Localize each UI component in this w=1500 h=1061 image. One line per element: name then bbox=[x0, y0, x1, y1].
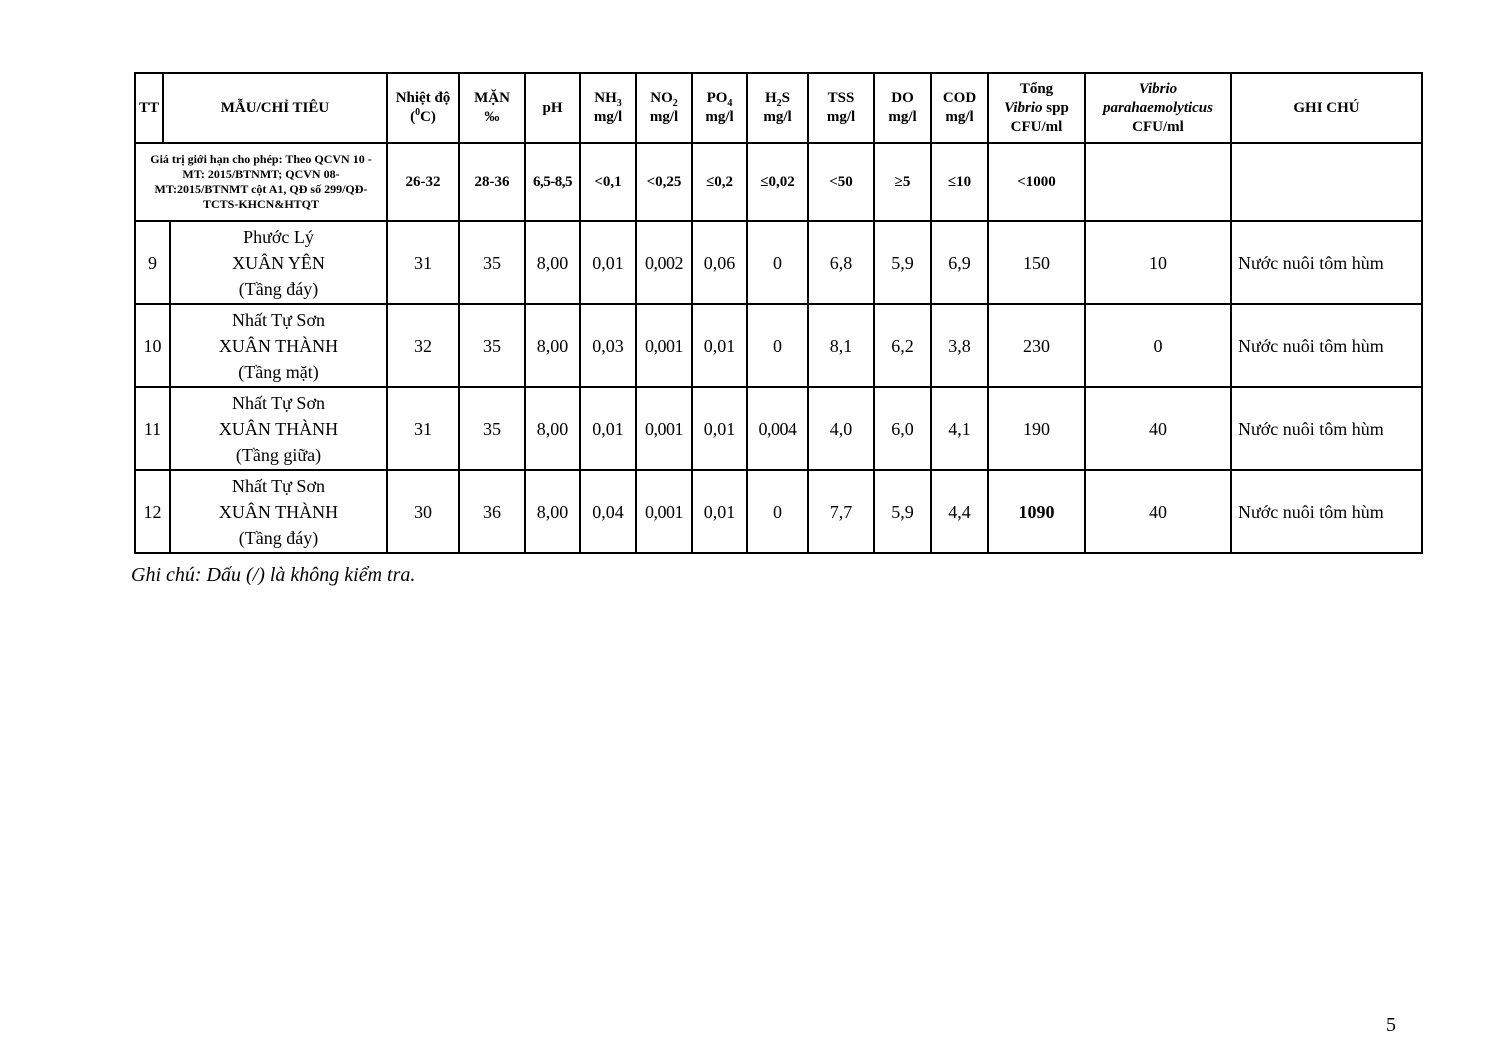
note-cell: Nước nuôi tôm hùm bbox=[1231, 221, 1422, 304]
sample-place: Phước Lý bbox=[243, 226, 314, 247]
value-cell: 0,002 bbox=[636, 221, 692, 304]
value-cell: 10 bbox=[1085, 221, 1231, 304]
value-cell: 0 bbox=[747, 304, 808, 387]
value-cell: 5,9 bbox=[874, 470, 931, 553]
note-cell: Nước nuôi tôm hùm bbox=[1231, 304, 1422, 387]
header-cod: COD mg/l bbox=[931, 73, 988, 143]
value-cell: 4,0 bbox=[808, 387, 874, 470]
header-no2: $NO_2$ mg/l bbox=[636, 73, 692, 143]
value-cell: 6,8 bbox=[808, 221, 874, 304]
row-index: 11 bbox=[136, 388, 171, 469]
value-cell: 36 bbox=[459, 470, 525, 553]
limit-value: 28-36 bbox=[459, 143, 525, 221]
footnote: Ghi chú: Dấu (/) là không kiểm tra. bbox=[131, 564, 416, 586]
header-ph: pH bbox=[525, 73, 580, 143]
value-cell: 0,004 bbox=[747, 387, 808, 470]
header-po4: $PO_4$ mg/l bbox=[692, 73, 747, 143]
table-row bbox=[135, 221, 1422, 304]
header-ghichu: GHI CHÚ bbox=[1231, 73, 1422, 143]
note-cell: Nước nuôi tôm hùm bbox=[1231, 387, 1422, 470]
header-nh3: $NH_3$ mg/l bbox=[580, 73, 636, 143]
sample-area: XUÂN THÀNH bbox=[218, 501, 339, 522]
sample-cell bbox=[135, 304, 387, 387]
limit-row bbox=[135, 143, 1422, 221]
value-cell-exceeded: 1090 bbox=[988, 470, 1085, 553]
limit-value: <1000 bbox=[988, 143, 1085, 221]
header-man: MẶN ‰ bbox=[459, 73, 525, 143]
value-cell: 5,9 bbox=[874, 221, 931, 304]
sample-layer: (Tầng giữa) bbox=[235, 444, 322, 465]
sample-layer: (Tầng đáy) bbox=[238, 527, 319, 548]
value-cell: 40 bbox=[1085, 470, 1231, 553]
water-quality-table bbox=[134, 72, 1423, 554]
value-cell: 8,00 bbox=[525, 387, 580, 470]
sample-place: Nhất Tự Sơn bbox=[232, 392, 325, 413]
value-cell: 0,001 bbox=[636, 470, 692, 553]
header-tt: TT bbox=[136, 74, 164, 142]
value-cell: 6,2 bbox=[874, 304, 931, 387]
value-cell: 8,00 bbox=[525, 304, 580, 387]
sample-area: XUÂN THÀNH bbox=[218, 418, 339, 439]
value-cell: 0,03 bbox=[580, 304, 636, 387]
header-tong-vibrio: Tổng Vibrio spp CFU/ml bbox=[988, 73, 1085, 143]
value-cell: 0,01 bbox=[580, 387, 636, 470]
limit-value: 6,5-8,5 bbox=[525, 143, 580, 221]
value-cell: 3,8 bbox=[931, 304, 988, 387]
value-cell: 4,4 bbox=[931, 470, 988, 553]
value-cell: 7,7 bbox=[808, 470, 874, 553]
value-cell: 35 bbox=[459, 221, 525, 304]
value-cell: 0,001 bbox=[636, 304, 692, 387]
limit-value bbox=[1085, 143, 1231, 221]
sample-cell bbox=[135, 470, 387, 553]
header-do: DO mg/l bbox=[874, 73, 931, 143]
limit-value: ≥5 bbox=[874, 143, 931, 221]
value-cell: 150 bbox=[988, 221, 1085, 304]
header-tt-mau bbox=[135, 73, 387, 143]
row-index: 12 bbox=[136, 471, 171, 552]
value-cell: 0 bbox=[747, 221, 808, 304]
value-cell: 0 bbox=[747, 470, 808, 553]
header-vibrio-para: Vibrio parahaemolyticus CFU/ml bbox=[1085, 73, 1231, 143]
sample-cell bbox=[135, 387, 387, 470]
sample-area: XUÂN YÊN bbox=[232, 252, 325, 273]
row-index: 9 bbox=[136, 222, 171, 303]
sample-area: XUÂN THÀNH bbox=[218, 335, 339, 356]
value-cell: 6,0 bbox=[874, 387, 931, 470]
sample-place: Nhất Tự Sơn bbox=[232, 309, 325, 330]
value-cell: 0 bbox=[1085, 304, 1231, 387]
row-index: 10 bbox=[136, 305, 171, 386]
value-cell: 0,01 bbox=[692, 470, 747, 553]
value-cell: 35 bbox=[459, 387, 525, 470]
limit-value: <0,25 bbox=[636, 143, 692, 221]
value-cell: 8,00 bbox=[525, 221, 580, 304]
value-cell: 31 bbox=[387, 221, 459, 304]
value-cell: 6,9 bbox=[931, 221, 988, 304]
sample-cell bbox=[135, 221, 387, 304]
limit-value: ≤10 bbox=[931, 143, 988, 221]
note-cell: Nước nuôi tôm hùm bbox=[1231, 470, 1422, 553]
value-cell: 8,00 bbox=[525, 470, 580, 553]
sample-layer: (Tầng đáy) bbox=[238, 278, 319, 299]
value-cell: 40 bbox=[1085, 387, 1231, 470]
value-cell: 35 bbox=[459, 304, 525, 387]
value-cell: 31 bbox=[387, 387, 459, 470]
value-cell: 0,06 bbox=[692, 221, 747, 304]
header-h2s: $H_2S$ mg/l bbox=[747, 73, 808, 143]
limit-label: Giá trị giới hạn cho phép: Theo QCVN 10 - MT: 2015/BTNMT; QCVN 08-MT:2015/BTNMT cột A1, QĐ số 299/QĐ-TCTS-KHCN&HTQT bbox=[135, 143, 387, 221]
limit-value: 26-32 bbox=[387, 143, 459, 221]
table-row bbox=[135, 387, 1422, 470]
value-cell: 32 bbox=[387, 304, 459, 387]
sample-place: Nhất Tự Sơn bbox=[232, 475, 325, 496]
limit-value: <50 bbox=[808, 143, 874, 221]
value-cell: 0,04 bbox=[580, 470, 636, 553]
limit-value: <0,1 bbox=[580, 143, 636, 221]
limit-value: ≤0,02 bbox=[747, 143, 808, 221]
value-cell: 4,1 bbox=[931, 387, 988, 470]
value-cell: 0,001 bbox=[636, 387, 692, 470]
value-cell: 0,01 bbox=[580, 221, 636, 304]
sample-layer: (Tầng mặt) bbox=[238, 361, 319, 382]
header-row bbox=[135, 73, 1422, 143]
value-cell: 230 bbox=[988, 304, 1085, 387]
limit-value bbox=[1231, 143, 1422, 221]
table-row bbox=[135, 304, 1422, 387]
page-number: 5 bbox=[1386, 1014, 1396, 1036]
table-row bbox=[135, 470, 1422, 553]
value-cell: 30 bbox=[387, 470, 459, 553]
header-nhiet-do: Nhiệt độ ($^0$C) bbox=[387, 73, 459, 143]
header-mau: MẪU/CHỈ TIÊU bbox=[220, 99, 330, 116]
limit-value: ≤0,2 bbox=[692, 143, 747, 221]
header-tss: TSS mg/l bbox=[808, 73, 874, 143]
value-cell: 0,01 bbox=[692, 387, 747, 470]
value-cell: 0,01 bbox=[692, 304, 747, 387]
value-cell: 190 bbox=[988, 387, 1085, 470]
value-cell: 8,1 bbox=[808, 304, 874, 387]
